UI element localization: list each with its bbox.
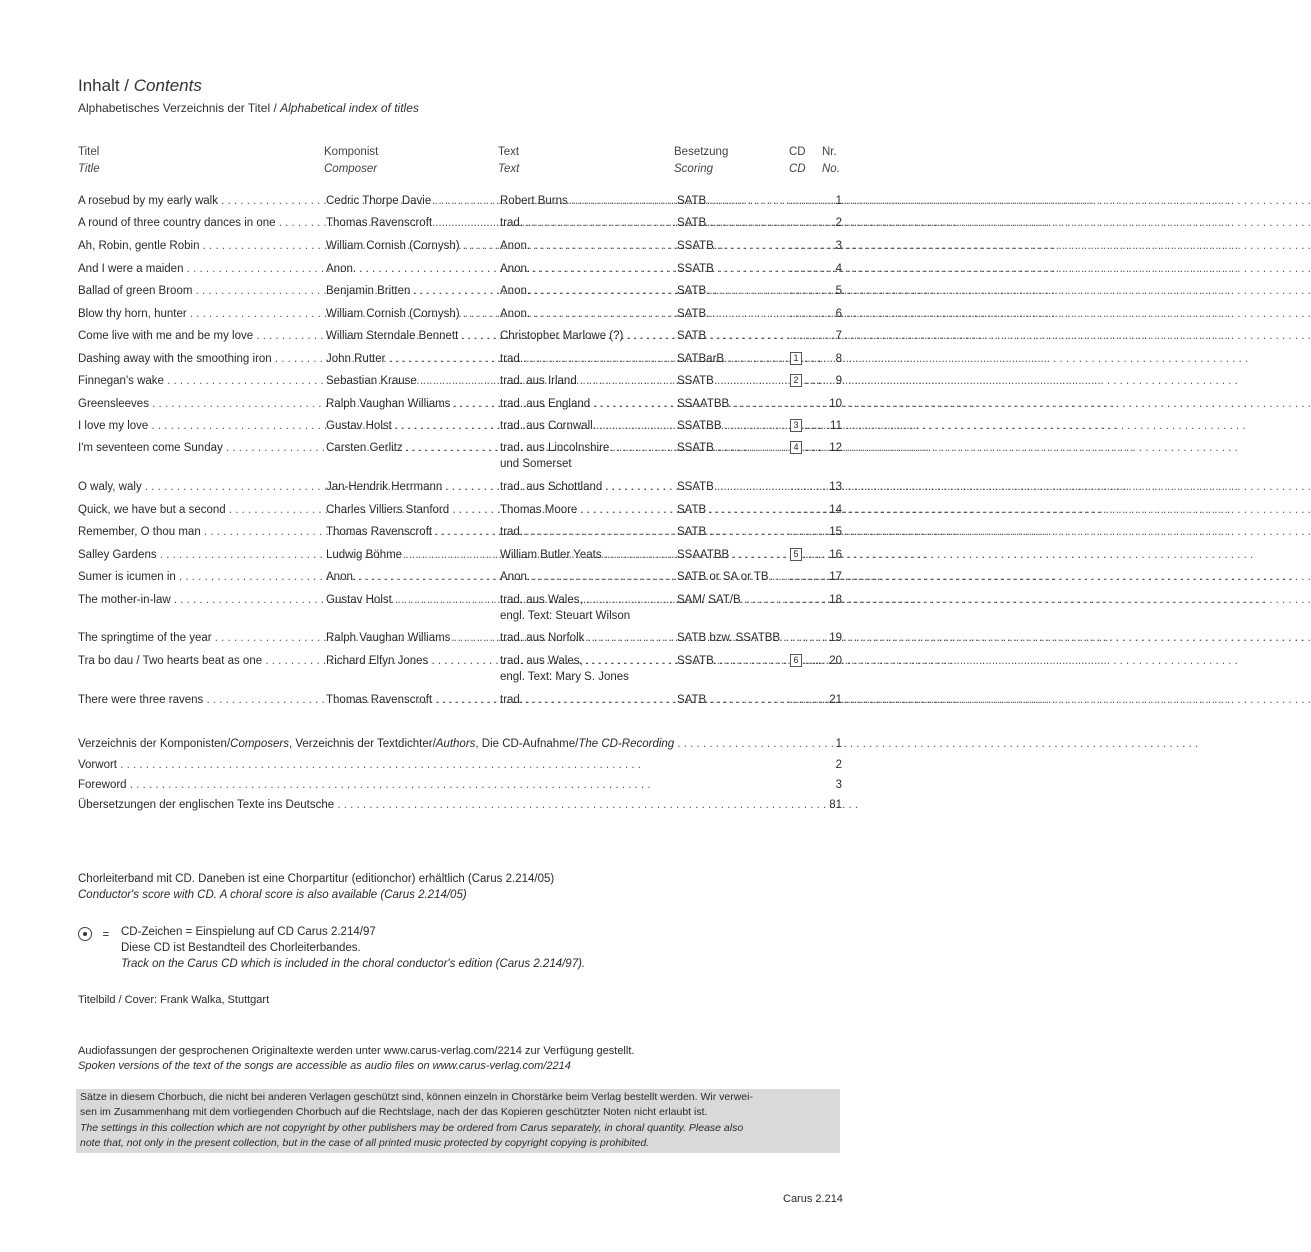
cd-track-icon xyxy=(78,927,92,941)
row-composer: Carsten Gerlitz . . . xyxy=(326,440,500,457)
row-text: trad. . . . xyxy=(500,351,677,368)
table-row xyxy=(78,592,842,622)
cd-legend: CD-Zeichen = Einspielung auf CD Carus 2.214/97 Diese CD ist Bestandteil des Chorleiterbandes. Track on the Carus CD which is included in the choral conductor's edition (Carus 2.214/97). xyxy=(121,926,586,970)
row-text: trad. aus Schottland . . . xyxy=(500,479,677,496)
toc-entry: Foreword . . . 3 xyxy=(78,777,842,794)
row-cd-track xyxy=(790,215,818,232)
row-cd-track xyxy=(790,283,818,300)
row-number: 14 xyxy=(829,504,842,516)
row-cd-track: 2 . . . xyxy=(790,373,818,390)
row-title: Blow thy horn, hunter . . . xyxy=(78,306,326,323)
row-number: 8 xyxy=(835,353,842,365)
row-scoring: SAM/ SAT/B . . . xyxy=(677,592,790,609)
table-row xyxy=(78,502,842,519)
row-title: Greensleeves . . . xyxy=(78,396,326,413)
table-row xyxy=(78,193,842,210)
row-cd-track: 6 . . . xyxy=(790,653,818,670)
table-row xyxy=(78,328,842,345)
row-composer: Anon. . . . xyxy=(326,261,500,278)
row-number: 15 xyxy=(829,526,842,538)
row-scoring: SATB . . . xyxy=(677,193,790,210)
row-composer: Ludwig Böhme . . . xyxy=(326,547,500,564)
row-cd-track xyxy=(790,193,818,210)
row-number: 17 xyxy=(829,571,842,583)
row-text: Anon. . . . xyxy=(500,306,677,323)
row-title: The mother-in-law . . . xyxy=(78,592,326,609)
row-scoring: SSATB . . . xyxy=(677,261,790,278)
page-subtitle: Alphabetisches Verzeichnis der Titel / Alphabetical index of titles xyxy=(78,101,419,115)
row-cd-track xyxy=(790,524,818,541)
row-composer: Ralph Vaughan Williams . . . xyxy=(326,630,500,647)
row-scoring: SATB . . . xyxy=(677,524,790,541)
row-text: trad. aus England . . . xyxy=(500,396,677,413)
row-number: 21 xyxy=(829,694,842,706)
table-row xyxy=(78,215,842,232)
row-scoring: SATB . . . xyxy=(677,306,790,323)
table-row xyxy=(78,396,842,413)
row-cd-track xyxy=(790,306,818,323)
row-scoring: SATBarB . . . xyxy=(677,351,790,368)
row-cd-track: 3 . . . xyxy=(790,418,818,435)
row-number: 18 xyxy=(829,594,842,606)
col-header-cd: CD CD xyxy=(789,146,806,175)
table-row xyxy=(78,351,842,368)
row-cd-track xyxy=(790,238,818,255)
row-scoring: SATB . . . xyxy=(677,502,790,519)
row-scoring: SSATB . . . xyxy=(677,238,790,255)
catalog-number: Carus 2.214 xyxy=(783,1193,843,1205)
row-scoring: SSAATBB . . . xyxy=(677,547,790,564)
row-title: Salley Gardens . . . xyxy=(78,547,326,564)
row-text: trad. . . . xyxy=(500,692,677,709)
toc-page: 81 xyxy=(829,799,842,811)
cd-legend-symbol: = xyxy=(78,925,109,943)
row-title: A round of three country dances in one . . . xyxy=(78,215,326,232)
row-text: Christopher Marlowe (?) . . . xyxy=(500,328,677,345)
row-composer: William Cornish (Cornysh) . . . xyxy=(326,238,500,255)
table-row xyxy=(78,261,842,278)
row-number: 13 xyxy=(829,481,842,493)
row-number: 4 xyxy=(835,263,842,275)
row-composer: Charles Villiers Stanford . . . xyxy=(326,502,500,519)
row-number: 10 xyxy=(829,398,842,410)
row-text: Anon. . . . xyxy=(500,238,677,255)
table-row xyxy=(78,630,842,647)
row-title: The springtime of the year . . . xyxy=(78,630,326,647)
toc-page: 1 xyxy=(835,738,842,750)
toc-page: 2 xyxy=(835,759,842,771)
row-number: 19 xyxy=(829,632,842,644)
row-composer: Thomas Ravenscroft . . . xyxy=(326,692,500,709)
row-title: Ballad of green Broom . . . xyxy=(78,283,326,300)
row-number: 9 xyxy=(835,375,842,387)
row-scoring: SSATB . . . xyxy=(677,653,790,670)
row-cd-track xyxy=(790,502,818,519)
row-cd-track xyxy=(790,630,818,647)
row-composer: Benjamin Britten . . . xyxy=(326,283,500,300)
row-scoring: SATB . . . xyxy=(677,283,790,300)
row-title: Finnegan's wake . . . xyxy=(78,373,326,390)
table-row xyxy=(78,373,842,390)
row-cd-track: 1 . . . xyxy=(790,351,818,368)
row-composer: Richard Elfyn Jones . . . xyxy=(326,653,500,670)
row-text: trad. aus Cornwall . . . xyxy=(500,418,677,435)
row-number: 12 xyxy=(829,442,842,454)
row-scoring: SSATB . . . xyxy=(677,373,790,390)
table-row xyxy=(78,238,842,255)
row-text: Robert Burns . . . xyxy=(500,193,677,210)
row-composer: William Sterndale Bennett . . . xyxy=(326,328,500,345)
row-composer: Jan-Hendrik Herrmann . . . xyxy=(326,479,500,496)
row-scoring: SATB . . . xyxy=(677,215,790,232)
row-text: trad. aus Wales, . . . xyxy=(500,653,677,670)
row-text-continued: und Somerset xyxy=(500,458,572,470)
table-row xyxy=(78,653,842,683)
row-number: 11 xyxy=(830,420,842,432)
row-title: Remember, O thou man . . . xyxy=(78,524,326,541)
table-row xyxy=(78,524,842,541)
row-text: Anon. . . . xyxy=(500,569,677,586)
row-number: 16 xyxy=(829,549,842,561)
row-text: trad. aus Norfolk . . . xyxy=(500,630,677,647)
row-scoring: SSATB . . . xyxy=(677,440,790,457)
row-composer: Thomas Ravenscroft . . . xyxy=(326,215,500,232)
row-composer: Gustav Holst . . . xyxy=(326,418,500,435)
row-title: I love my love . . . xyxy=(78,418,326,435)
table-row xyxy=(78,440,842,470)
row-text: Anon. . . . xyxy=(500,283,677,300)
page-title: Inhalt / Contents xyxy=(78,76,202,95)
row-title: And I were a maiden . . . xyxy=(78,261,326,278)
row-cd-track xyxy=(790,396,818,413)
row-text-continued: engl. Text: Mary S. Jones xyxy=(500,671,629,683)
row-title: Sumer is icumen in . . . xyxy=(78,569,326,586)
row-text-continued: engl. Text: Steuart Wilson xyxy=(500,610,631,622)
row-title: I'm seventeen come Sunday . . . xyxy=(78,440,326,457)
row-cd-track xyxy=(790,569,818,586)
row-cd-track xyxy=(790,692,818,709)
row-text: trad. aus Wales, . . . xyxy=(500,592,677,609)
col-header-no: Nr. No. xyxy=(822,146,840,175)
table-row xyxy=(78,418,842,435)
row-composer: Cedric Thorpe Davie . . . xyxy=(326,193,500,210)
row-scoring: SATB . . . xyxy=(677,328,790,345)
col-header-text: Text Text xyxy=(498,146,520,175)
row-number: 7 xyxy=(835,330,842,342)
row-scoring: SSATB . . . xyxy=(677,479,790,496)
col-header-composer: Komponist Composer xyxy=(324,146,379,175)
row-title: Quick, we have but a second . . . xyxy=(78,502,326,519)
table-row xyxy=(78,479,842,496)
row-cd-track xyxy=(790,328,818,345)
row-text: trad. aus Lincolnshire . . . xyxy=(500,440,677,457)
row-composer: Anon. . . . xyxy=(326,569,500,586)
row-title: O waly, waly . . . xyxy=(78,479,326,496)
toc-page: 3 xyxy=(835,779,842,791)
row-number: 2 xyxy=(835,217,842,229)
row-scoring: SATB . . . xyxy=(677,692,790,709)
col-header-scoring: Besetzung Scoring xyxy=(674,146,729,175)
row-composer: Ralph Vaughan Williams . . . xyxy=(326,396,500,413)
row-composer: Sebastian Krause . . . xyxy=(326,373,500,390)
row-composer: John Rutter . . . xyxy=(326,351,500,368)
row-title: Tra bo dau / Two hearts beat as one . . . xyxy=(78,653,326,670)
toc-entry: Übersetzungen der englischen Texte ins Deutsche . . . 81 xyxy=(78,797,842,814)
toc-entry: Vorwort . . . 2 xyxy=(78,757,842,774)
row-scoring: SSATBB . . . xyxy=(677,418,790,435)
row-cd-track xyxy=(790,479,818,496)
copyright-notice: Sätze in diesem Chorbuch, die nicht bei anderen Verlagen geschützt sind, können einzeln in Chorstärke beim Verlag bestellt werden. Wir verwei- sen im Zusammenhang mit dem vorliegenden Chorbuch auf die Rechtslage, nach der das Kopieren geschützter Noten nicht erlaubt ist. The settings in this collection which are not copyright by other publishers may be ordered from Carus separately, in choral quantity. Please also note that, not only in the present collection, but in the case of all printed music protected by copyright copying is prohibited. xyxy=(76,1089,840,1153)
row-scoring: SATB or SA or TB . . . xyxy=(677,569,790,586)
row-composer: Gustav Holst . . . xyxy=(326,592,500,609)
row-cd-track: 4 . . . xyxy=(790,440,818,457)
row-number: 20 xyxy=(829,655,842,667)
row-text: trad. . . . xyxy=(500,215,677,232)
table-row xyxy=(78,306,842,323)
row-composer: William Cornish (Cornysh) . . . xyxy=(326,306,500,323)
col-header-title: Titel Title xyxy=(78,146,100,175)
toc-entry: Verzeichnis der Komponisten/Composers, Verzeichnis der Textdichter/Authors, Die CD-Aufnahme/The CD-Recording . . . 1 xyxy=(78,736,842,753)
row-scoring: SSAATBB . . . xyxy=(677,396,790,413)
row-number: 6 xyxy=(835,308,842,320)
table-row xyxy=(78,692,842,709)
row-cd-track: 5 . . . xyxy=(790,547,818,564)
cover-credit: Titelbild / Cover: Frank Walka, Stuttgart xyxy=(78,994,270,1006)
row-title: A rosebud by my early walk . . . xyxy=(78,193,326,210)
row-number: 1 xyxy=(835,195,842,207)
table-row xyxy=(78,547,842,564)
row-cd-track xyxy=(790,261,818,278)
conductor-note: Chorleiterband mit CD. Daneben ist eine Chorpartitur (editionchor) erhältlich (Carus 2.214/05) Conductor's score with CD. A choral score is also available (Carus 2.214/05) xyxy=(78,873,555,901)
row-text: trad. aus Irland . . . xyxy=(500,373,677,390)
row-text: trad. . . . xyxy=(500,524,677,541)
row-title: Come live with me and be my love . . . xyxy=(78,328,326,345)
row-text: Thomas Moore . . . xyxy=(500,502,677,519)
row-number: 3 xyxy=(835,240,842,252)
row-text: William Butler Yeats . . . xyxy=(500,547,677,564)
audio-note: Audiofassungen der gesprochenen Originaltexte werden unter www.carus-verlag.com/2214 zur Verfügung gestellt. Spoken versions of the text of the songs are accessible as audio files on www.carus-verlag.com/2214 xyxy=(78,1045,635,1072)
row-composer: Thomas Ravenscroft . . . xyxy=(326,524,500,541)
table-row xyxy=(78,569,842,586)
row-title: Dashing away with the smoothing iron . . . xyxy=(78,351,326,368)
row-title: Ah, Robin, gentle Robin . . . xyxy=(78,238,326,255)
row-cd-track xyxy=(790,592,818,609)
row-number: 5 xyxy=(835,285,842,297)
row-text: Anon. . . . xyxy=(500,261,677,278)
row-title: There were three ravens . . . xyxy=(78,692,326,709)
table-row xyxy=(78,283,842,300)
row-scoring: SATB bzw. SSATBB . . . xyxy=(677,630,790,647)
